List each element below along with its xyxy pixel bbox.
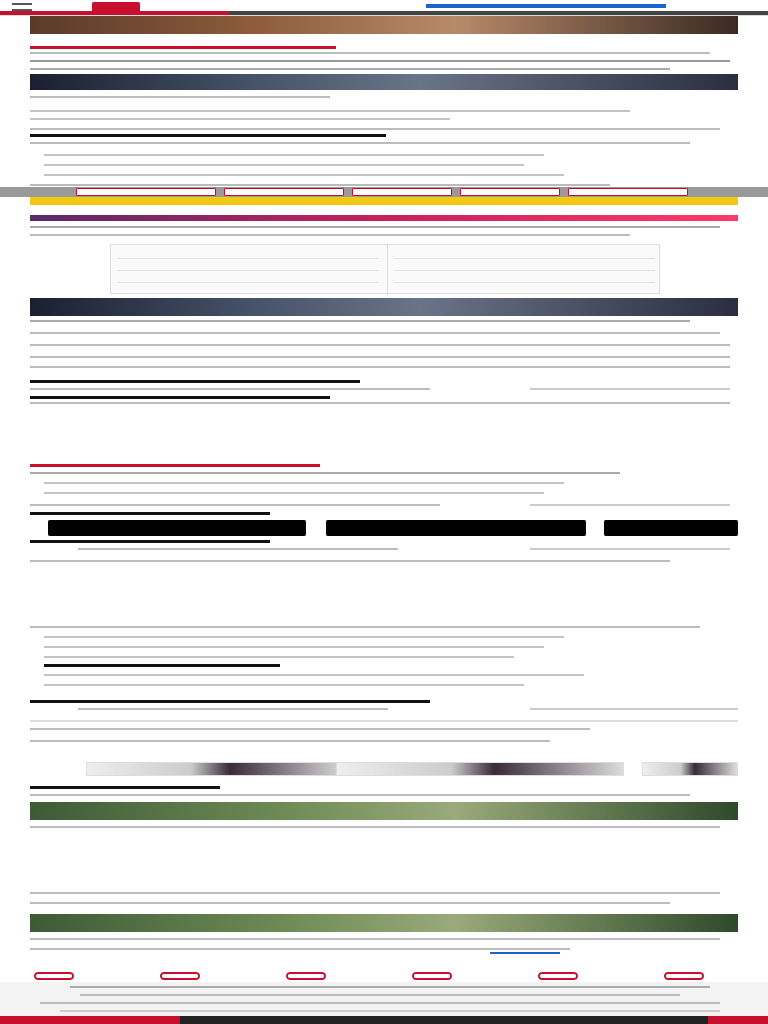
table-column: [387, 245, 661, 295]
related-link-line[interactable]: [530, 388, 730, 390]
promo-banner-pink[interactable]: [30, 215, 738, 221]
body-text-line: [30, 332, 720, 334]
body-text-line: [30, 344, 730, 346]
article-image: [30, 298, 738, 316]
email-icon[interactable]: [460, 188, 560, 196]
link-icon[interactable]: [568, 188, 688, 196]
body-text-line: [30, 902, 670, 904]
table-row: [394, 249, 655, 259]
hamburger-menu-icon[interactable]: [12, 3, 32, 11]
data-table: [110, 244, 660, 294]
body-text-line: [30, 234, 630, 236]
top-nav-bar: [0, 0, 768, 16]
section-divider: [30, 380, 360, 383]
body-text-line: [30, 356, 730, 358]
section-divider: [30, 540, 270, 543]
body-text-line: [30, 366, 730, 368]
body-text-line: [30, 728, 590, 730]
related-link-line[interactable]: [30, 504, 440, 506]
body-text-line: [30, 320, 690, 322]
footer-text-line: [40, 1002, 720, 1004]
section-divider: [44, 664, 280, 667]
related-link-line[interactable]: [530, 504, 730, 506]
list-item-line: [44, 684, 524, 686]
body-text-line: [30, 938, 720, 940]
thumbnail-image[interactable]: [336, 762, 624, 776]
list-item-line: [44, 164, 524, 166]
link-icon[interactable]: [538, 972, 578, 980]
table-row: [394, 273, 655, 283]
table-row: [117, 261, 379, 271]
list-item-line: [44, 482, 564, 484]
share-bar: [0, 187, 768, 197]
footer-text-line: [80, 994, 680, 996]
body-text-line: [30, 142, 690, 144]
nav-accent-red: [0, 11, 230, 15]
list-item-line: [44, 174, 564, 176]
nav-accent-blue: [426, 4, 666, 8]
site-footer: [0, 982, 768, 1016]
article-image: [30, 802, 738, 820]
cta-button[interactable]: [326, 520, 586, 536]
bottom-bar-accent: [0, 1016, 180, 1024]
footer-text-line: [70, 986, 710, 988]
section-accent-bar: [30, 46, 336, 49]
headline-line: [30, 60, 730, 62]
twitter-icon[interactable]: [224, 188, 344, 196]
body-text-line: [30, 892, 720, 894]
nav-accent-dark: [230, 11, 768, 15]
inline-link[interactable]: [490, 952, 560, 954]
table-row: [394, 261, 655, 271]
body-text-line: [30, 472, 620, 474]
list-item-line: [44, 646, 544, 648]
article-image: [30, 914, 738, 932]
twitter-icon[interactable]: [160, 972, 200, 980]
body-text-line: [30, 402, 730, 404]
thumbnail-image[interactable]: [642, 762, 738, 776]
promo-banner-yellow[interactable]: [30, 197, 738, 205]
body-text-line: [30, 184, 610, 186]
body-text-line: [30, 826, 720, 828]
section-divider: [30, 700, 430, 703]
body-text-line: [30, 110, 630, 112]
list-item-line: [44, 492, 544, 494]
related-link-line[interactable]: [530, 708, 738, 710]
headline-line: [30, 52, 710, 54]
table-column: [111, 245, 385, 295]
more-icon[interactable]: [664, 972, 704, 980]
whatsapp-icon[interactable]: [352, 188, 452, 196]
body-text-line: [30, 128, 720, 130]
divider-line: [30, 720, 738, 722]
bottom-bar-accent: [708, 1016, 768, 1024]
body-text-line: [30, 948, 570, 950]
related-link-line[interactable]: [78, 708, 388, 710]
section-divider: [30, 396, 330, 399]
body-text-line: [30, 96, 330, 98]
email-icon[interactable]: [412, 972, 452, 980]
list-item-line: [44, 674, 584, 676]
list-item-line: [44, 656, 514, 658]
section-accent-bar: [30, 464, 320, 467]
table-row: [117, 273, 379, 283]
section-divider: [30, 512, 270, 515]
thumbnail-image[interactable]: [86, 762, 348, 776]
related-link-line[interactable]: [78, 548, 398, 550]
body-text-line: [30, 626, 700, 628]
section-divider: [30, 786, 220, 789]
related-link-line[interactable]: [530, 548, 730, 550]
whatsapp-icon[interactable]: [286, 972, 326, 980]
body-text-line: [30, 740, 550, 742]
table-row: [117, 249, 379, 259]
related-link-line[interactable]: [30, 388, 430, 390]
section-divider: [30, 134, 386, 137]
article-image: [30, 74, 738, 90]
footer-share-row: [0, 972, 768, 982]
list-item-line: [44, 636, 564, 638]
footer-text-line: [60, 1010, 720, 1012]
body-text-line: [30, 118, 450, 120]
cta-button[interactable]: [48, 520, 306, 536]
hero-image: [30, 16, 738, 34]
body-text-line: [30, 560, 670, 562]
list-item-line: [44, 154, 544, 156]
body-text-line: [30, 794, 690, 796]
facebook-icon[interactable]: [76, 188, 216, 196]
body-text-line: [30, 226, 720, 228]
bottom-bar: [0, 1016, 768, 1024]
cta-button[interactable]: [604, 520, 738, 536]
headline-line: [30, 68, 670, 70]
facebook-icon[interactable]: [34, 972, 74, 980]
